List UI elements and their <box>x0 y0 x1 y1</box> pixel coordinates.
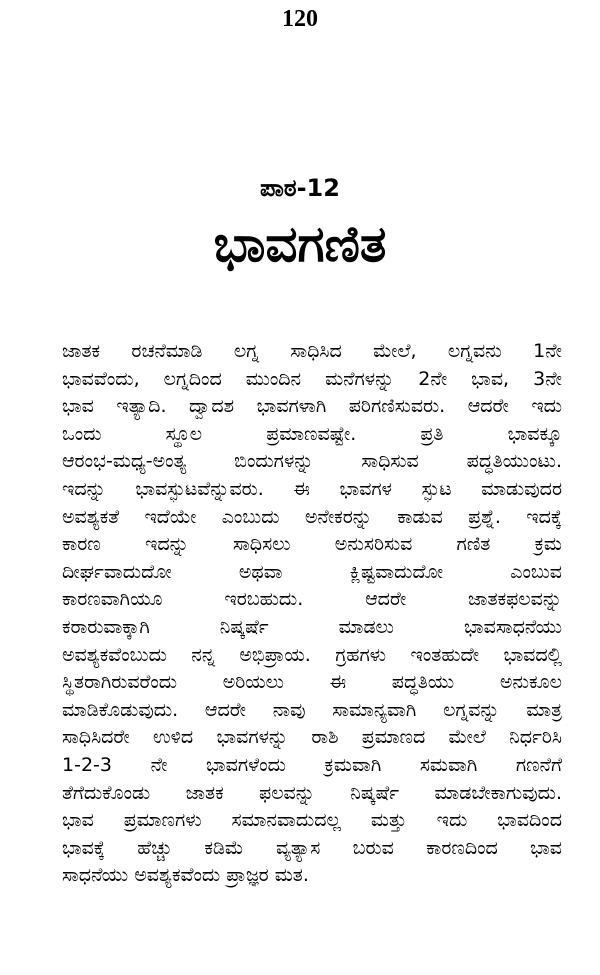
body-paragraph <box>62 338 562 890</box>
text-line: ಒಂದು ಸ್ಥೂಲ ಪ್ರಮಾಣವಷ್ಟೇ. ಪ್ರತಿ ಭಾವಕ್ಕೂ <box>62 422 562 445</box>
text-line: ಜಾತಕ ರಚನೆಮಾಡಿ ಲಗ್ನ ಸಾಧಿಸಿದ ಮೇಲೆ, ಲಗ್ನವನು 1ನೇ <box>62 340 562 362</box>
page-number: 120 <box>282 6 318 32</box>
text-line: ತೆಗೆದುಕೊಂಡು ಜಾತಕ ಫಲವನ್ನು ನಿಷ್ಕರ್ಷೆ ಮಾಡಬೇಕಾಗುವುದು. <box>62 781 562 804</box>
text-line: ಅವಶ್ಯಕವೆಂಬುದು ನನ್ನ ಅಭಿಪ್ರಾಯ. ಗ್ರಹಗಳು ಇಂತಹುದೇ ಭಾವದಲ್ಲಿ <box>62 643 562 666</box>
text-line: ಕಾರಣ ಇದನ್ನು ಸಾಧಿಸಲು ಅನುಸರಿಸುವ ಗಣಿತ ಕ್ರಮ <box>62 533 562 556</box>
text-line: ಅವಶ್ಯಕತೆ ಇದೆಯೇ ಎಂಬುದು ಅನೇಕರನ್ನು ಕಾಡುವ ಪ್ರಶ್ನೆ. ಇದಕ್ಕೆ <box>62 505 562 528</box>
text-line: ಭಾವಕ್ಕೆ ಹೆಚ್ಚು ಕಡಿಮೆ ವ್ಯತ್ಯಾಸ ಬರುವ ಕಾರಣದಿಂದ ಭಾವ <box>62 836 562 859</box>
text-line: 1-2-3 ನೇ ಭಾವಗಳೆಂದು ಕ್ರಮವಾಗಿ ಸಮವಾಗಿ ಗಣನೆಗೆ <box>62 753 562 776</box>
text-line: ಸಾಧಿಸಿದರೇ ಉಳಿದ ಭಾವಗಳನ್ನು ರಾಶಿ ಪ್ರಮಾಣದ ಮೇಲೆ ನಿರ್ಧರಿಸಿ <box>62 726 562 749</box>
text-line: ಭಾವ ಇತ್ಯಾದಿ. ದ್ವಾದಶ ಭಾವಗಳಾಗಿ ಪರಿಗಣಿಸುವರು. ಆದರೇ ಇದು <box>62 395 562 418</box>
chapter-label: ಪಾಠ-12 <box>260 174 340 202</box>
text-line: ಭಾವವೆಂದು, ಲಗ್ನದಿಂದ ಮುಂದಿನ ಮನೆಗಳನ್ನು 2ನೇ ಭಾವ, 3ನೇ <box>62 367 562 390</box>
text-line: ಭಾವ ಪ್ರಮಾಣಗಳು ಸಮಾನವಾದುದಲ್ಲ ಮತ್ತು ಇದು ಭಾವದಿಂದ <box>62 809 562 832</box>
text-line: ಸಾಧನೆಯು ಅವಶ್ಯಕವೆಂದು ಪ್ರಾಜ್ಞರ ಮತ. <box>62 864 309 887</box>
text-line: ಆರಂಭ-ಮಧ್ಯ-ಅಂತ್ಯ ಬಿಂದುಗಳನ್ನು ಸಾಧಿಸುವ ಪದ್ಧತಿಯುಂಟು. <box>62 450 562 473</box>
text-line: ಇದನ್ನು ಭಾವಸ್ಫುಟವೆನ್ನುವರು. ಈ ಭಾವಗಳ ಸ್ಫುಟ ಮಾಡುವುದರ <box>62 477 562 500</box>
chapter-title: ಭಾವಗಣಿತ <box>213 215 387 273</box>
text-line: ದೀರ್ಘವಾದುದೋ ಅಥವಾ ಕ್ಲಿಷ್ಟವಾದುದೋ ಎಂಬುವ <box>62 560 562 583</box>
text-line: ಮಾಡಿಕೊಡುವುದು. ಆದರೇ ನಾವು ಸಾಮಾನ್ಯವಾಗಿ ಲಗ್ನವನ್ನು ಮಾತ್ರ <box>62 698 562 721</box>
text-line: ಕಾರಣವಾಗಿಯೂ ಇರಬಹುದು. ಆದರೇ ಜಾತಕಫಲವನ್ನು <box>62 588 562 611</box>
text-line: ಕರಾರುವಾಕ್ಕಾಗಿ ನಿಷ್ಕರ್ಷೆ ಮಾಡಲು ಭಾವಸಾಧನೆಯು <box>62 615 562 638</box>
text-line: ಸ್ಥಿತರಾಗಿರುವರೆಂದು ಅರಿಯಲು ಈ ಪದ್ಧತಿಯು ಅನುಕೂಲ <box>62 671 562 694</box>
